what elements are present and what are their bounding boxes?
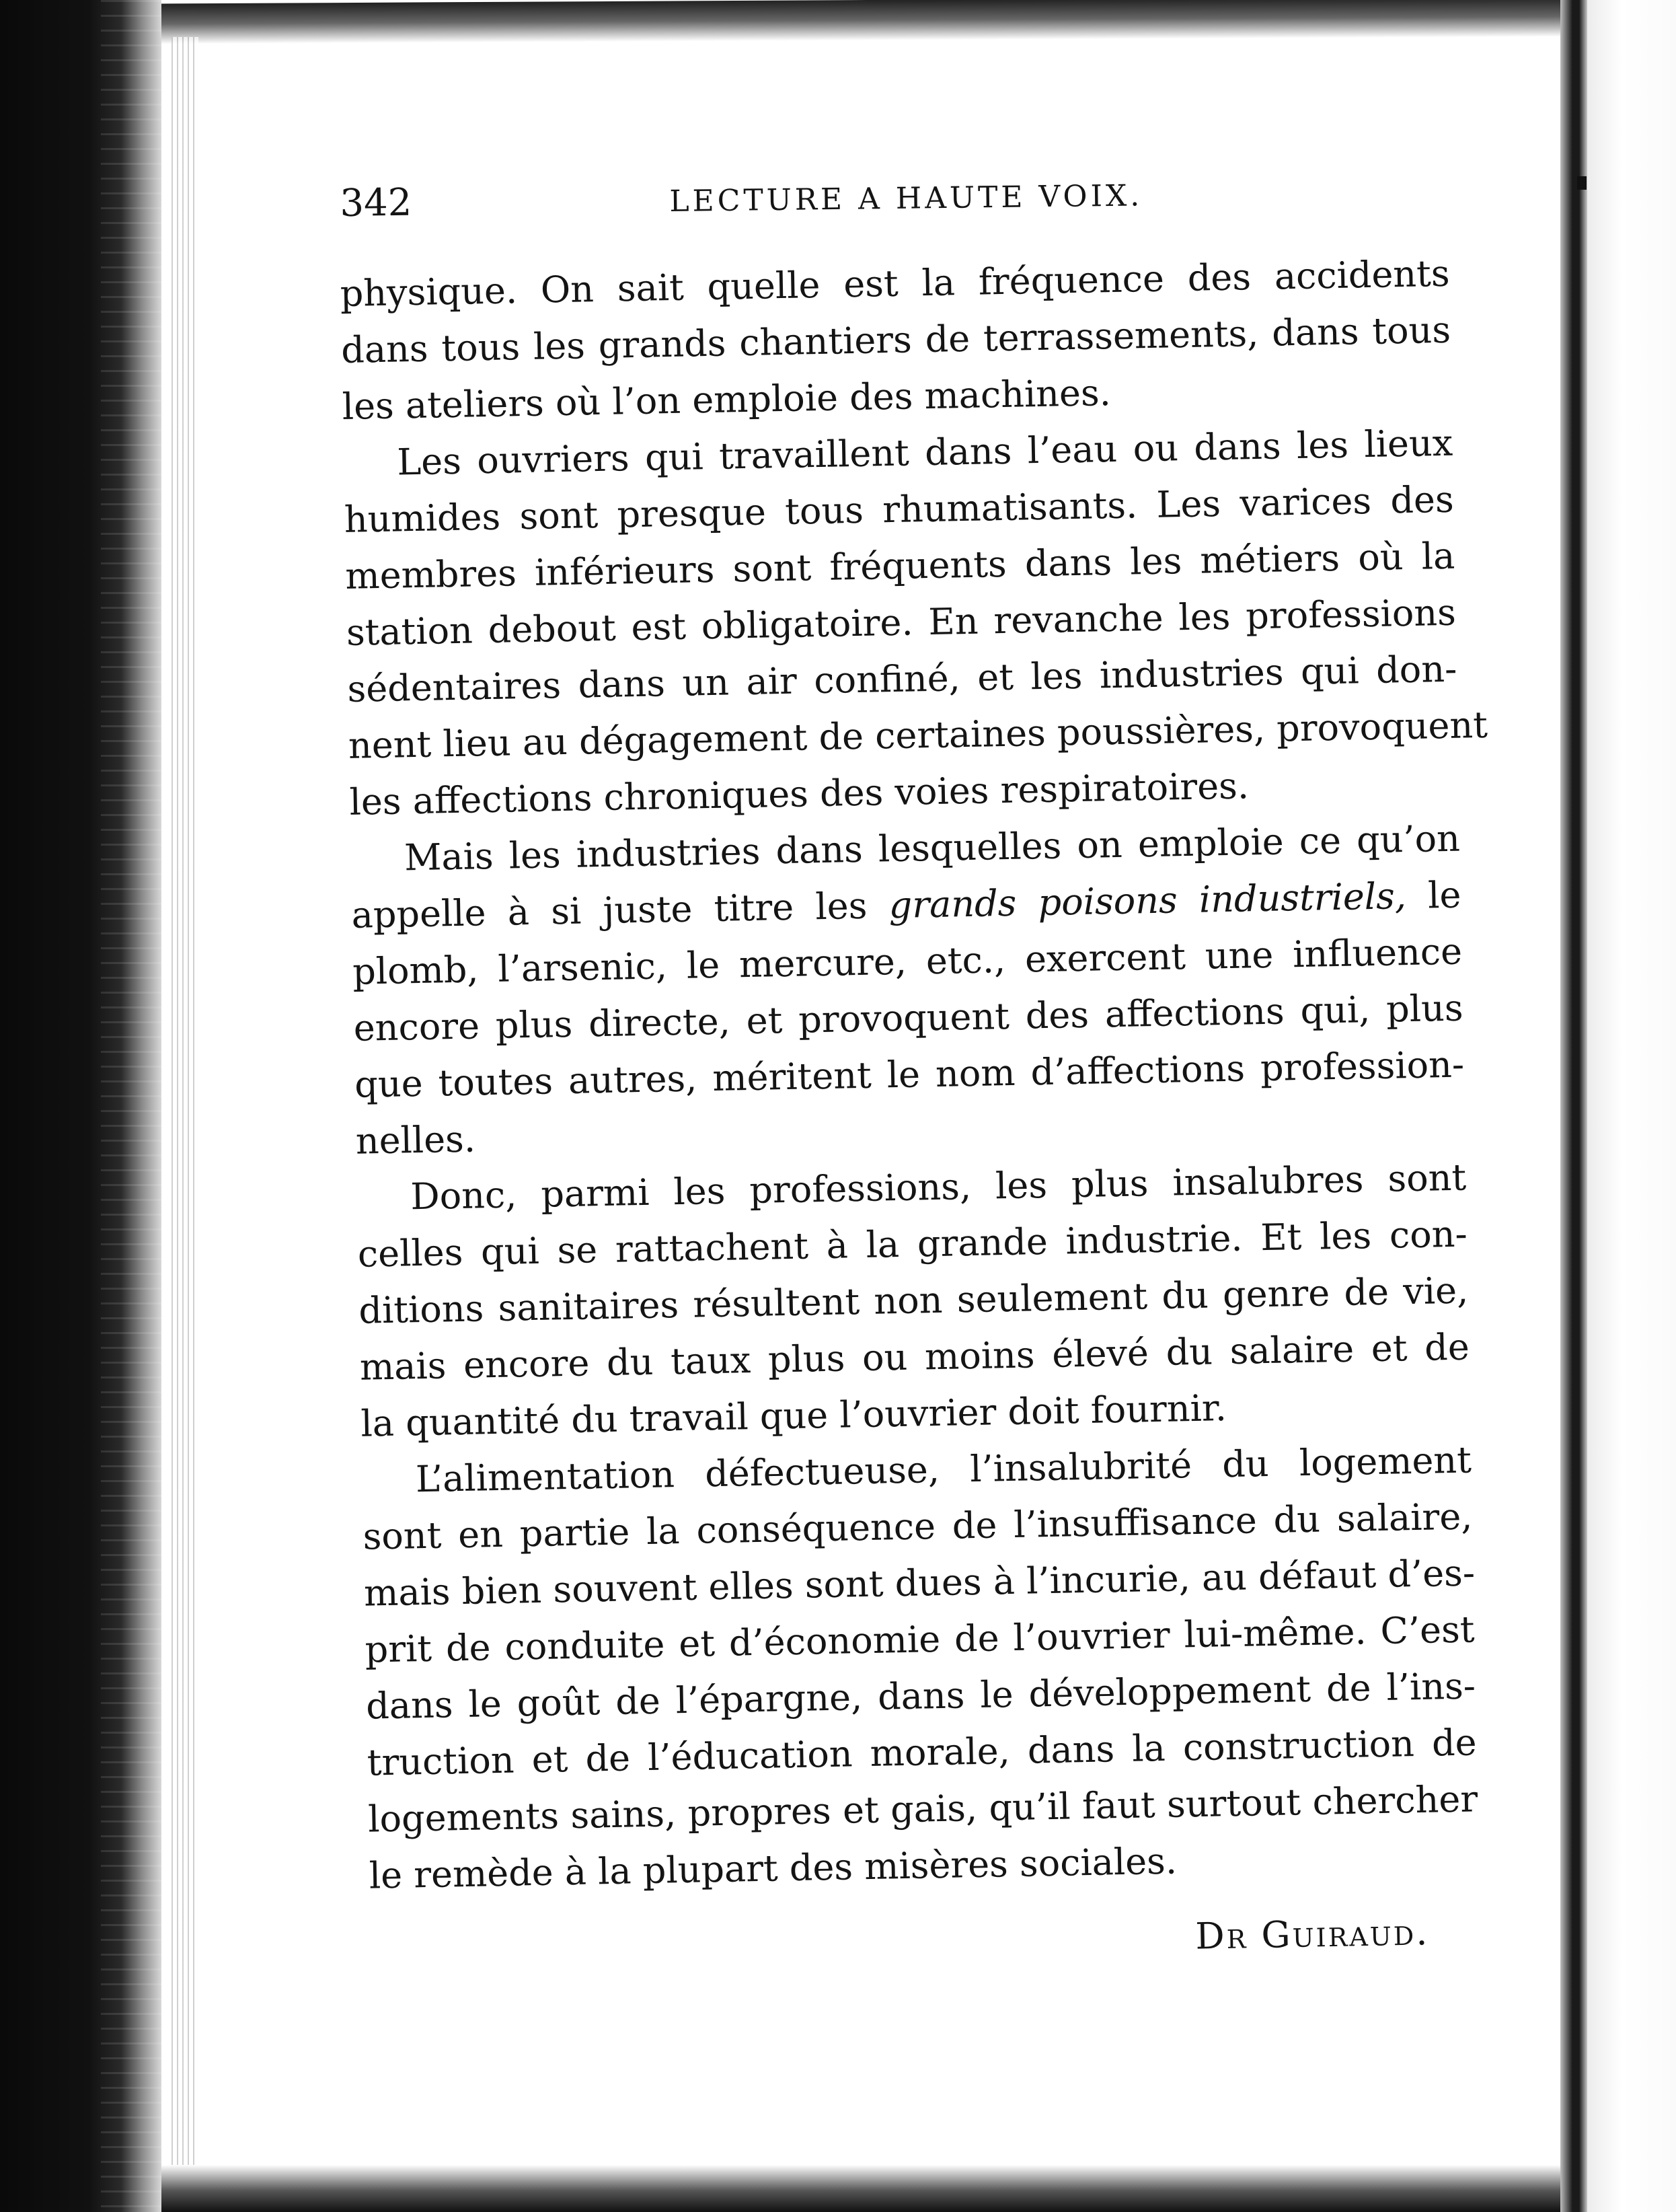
- text-line: logements sains, propres et gais, qu’il faut surtout chercher: [367, 1777, 1478, 1841]
- running-title: LECTURE A HAUTE VOIX.: [669, 178, 1143, 219]
- text-line: les affections chroniques des voies respiratoires.: [349, 764, 1250, 823]
- text-line: mais bien souvent elles sont dues à l’incurie, au défaut d’es-: [363, 1551, 1476, 1615]
- text-line: celles qui se rattachent à la grande industrie. Et les con-: [357, 1212, 1468, 1276]
- text-line: encore plus directe, et provoquent des affections qui, plus: [353, 986, 1464, 1049]
- author-signature: Dr Guiraud.: [1194, 1911, 1430, 1958]
- text-segment: appelle à si juste titre les: [351, 884, 890, 936]
- page-number: 342: [340, 180, 412, 225]
- text-line: prit de conduite et d’économie de l’ouvrier lui-même. C’est: [365, 1608, 1476, 1671]
- text-line: membres inférieurs sont fréquents dans les métiers où la: [344, 534, 1455, 597]
- text-line: dans le goût de l’épargne, dans le développement de l’ins-: [365, 1664, 1476, 1728]
- text-line: la quantité du travail que l’ouvrier doit fournir.: [360, 1387, 1227, 1445]
- text-segment: le: [1406, 873, 1461, 918]
- text-line: plomb, l’arsenic, le mercure, etc., exercent une influence: [352, 930, 1463, 993]
- text-line: nent lieu au dégagement de certaines poussières, provoquent: [348, 703, 1488, 767]
- page-header: [340, 168, 1457, 242]
- text-line: mais encore du taux plus ou moins élevé du salaire et de: [359, 1325, 1470, 1389]
- text-line: Mais les industries dans lesquelles on emploie ce qu’on: [404, 817, 1461, 879]
- text-line: ditions sanitaires résultent non seulement du genre de vie,: [358, 1269, 1469, 1332]
- text-line: station debout est obligatoire. En revanche les professions: [346, 591, 1457, 654]
- text-line: les ateliers où l’on emploie des machines.: [342, 371, 1112, 428]
- text-line: L’alimentation défectueuse, l’insalubrité du logement: [415, 1438, 1472, 1501]
- text-line: nelles.: [355, 1117, 476, 1163]
- body-text: [340, 246, 1488, 1905]
- text-line: physique. On sait quelle est la fréquence des accidents: [340, 252, 1451, 315]
- italic-phrase: grands poisons industriels,: [888, 875, 1407, 927]
- text-line: dans tous les grands chantiers de terrassements, dans tous: [340, 308, 1451, 371]
- text-line: Les ouvriers qui travaillent dans l’eau ou dans les lieux: [396, 421, 1453, 484]
- text-line: humides sont presque tous rhumatisants. Les varices des: [344, 478, 1455, 541]
- text-line: que toutes autres, méritent le nom d’affections profession-: [354, 1043, 1465, 1106]
- text-line: le remède à la plupart des misères sociales.: [369, 1839, 1178, 1897]
- text-line: Donc, parmi les professions, les plus insalubres sont: [410, 1156, 1467, 1218]
- signature-block: [340, 1911, 1430, 1991]
- text-line: sont en partie la conséquence de l’insuffisance du salaire,: [363, 1495, 1473, 1558]
- text-line: truction et de l’éducation morale, dans la construction de: [367, 1721, 1478, 1784]
- text-line: sédentaires dans un air confiné, et les industries qui don-: [346, 647, 1457, 710]
